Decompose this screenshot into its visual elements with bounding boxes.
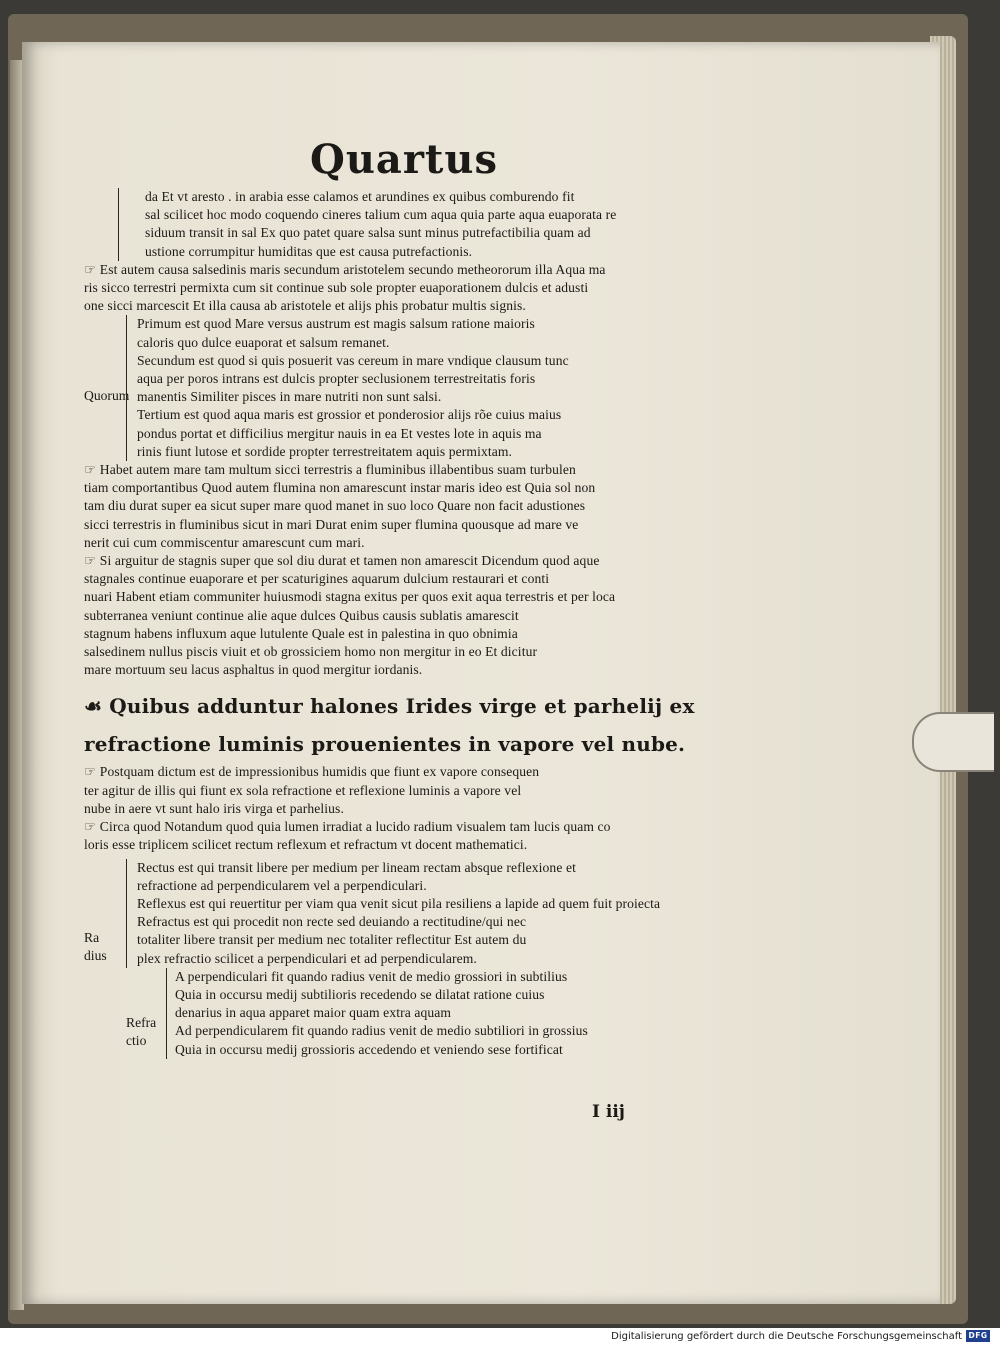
text-line: subterranea veniunt continue alie aque dulces Quibus causis sublatis amarescit: [84, 607, 519, 623]
radius-label-line-1: Ra: [84, 929, 100, 945]
radius-content: [126, 859, 660, 1059]
paragraph-causa: [84, 261, 724, 316]
text-line: sal scilicet hoc modo coquendo cineres talium cum aqua quia parte aqua euaporata re: [145, 207, 617, 223]
text-line: Quia in occursu medij subtilioris recedendo se dilatat ratione cuius: [175, 986, 545, 1002]
text-line: refractione ad perpendicularem vel a perpendiculari.: [137, 877, 427, 893]
text-line: Quia in occursu medij grossioris accedendo et veniendo sese fortificat: [175, 1041, 563, 1057]
paragraph-postquam: [84, 763, 724, 854]
text-line: loris esse triplicem scilicet rectum reflexum et refractum vt docent mathematici.: [84, 837, 528, 853]
refractio-label-line-1: Refra: [126, 1014, 157, 1030]
text-line: tiam comportantibus Quod autem flumina non amarescunt instar maris ideo est Quia sol non: [84, 480, 596, 496]
text-line: Refractus est qui procedit non recte sed deuiando a rectitudine/qui nec: [137, 914, 527, 930]
text-line: manentis Similiter pisces in mare nutriti non sunt salsi.: [137, 389, 442, 405]
text-line: ☞ Habet autem mare tam multum sicci terrestris a fluminibus illabentibus suam turbulen: [84, 462, 576, 478]
text-line: Primum est quod Mare versus austrum est magis salsum ratione maioris: [137, 316, 535, 332]
page-title: Quartus: [310, 136, 498, 183]
text-line: ☞ Si arguitur de stagnis super que sol diu durat et tamen non amarescit Dicendum quod aque: [84, 553, 600, 569]
radius-list: [126, 859, 660, 968]
text-line: pondus portat et difficilius mergitur nauis in ea Et vestes lote in aquis ma: [137, 425, 542, 441]
text-line: totaliter libere transit per medium nec totaliter reflectitur Est autem du: [137, 932, 527, 948]
refractio-label-line-2: ctio: [126, 1032, 147, 1048]
text-line: ter agitur de illis qui fiunt ex sola refractione et reflexione luminis a vapore vel: [84, 782, 522, 798]
text-line: mare mortuum seu lacus asphaltus in quod mergitur iordanis.: [84, 662, 423, 678]
text-line: Reflexus est qui reuertitur per viam qua venit sicut pila resiliens a lapide ad quem fuit proiecta: [137, 895, 661, 911]
refractio-list: [166, 968, 588, 1059]
text-line: ☞ Est autem causa salsedinis maris secundum aristotelem secundo metheororum illa Aqua ma: [84, 261, 606, 277]
radius-section: [84, 859, 724, 1059]
text-line: A perpendiculari fit quando radius venit de medio grossiori in subtilius: [175, 968, 568, 984]
paragraph-arabia: [118, 188, 724, 261]
text-line: stagnum habens influxum aque lutulente Quale est in palestina in quo obnimia: [84, 625, 518, 641]
signature-mark: I iij: [592, 1102, 625, 1122]
text-line: da Et vt aresto . in arabia esse calamos et arundines ex quibus comburendo fit: [145, 189, 575, 204]
text-column: [84, 138, 724, 1059]
text-line: nube in aere vt sunt halo iris virga et parhelius.: [84, 800, 344, 816]
text-line: ☞ Postquam dictum est de impressionibus humidis que fiunt ex vapore consequen: [84, 764, 540, 780]
radius-label: [84, 859, 118, 965]
text-line: ☞ Circa quod Notandum quod quia lumen irradiat a lucido radium visualem tam lucis quam co: [84, 819, 611, 835]
text-line: nerit cui cum commiscentur amarescunt cum mari.: [84, 534, 365, 550]
text-line: Tertium est quod aqua maris est grossior et ponderosior alijs rõe cuius maius: [137, 407, 562, 423]
section-heading-line-1: ☙ Quibus adduntur halones Irides virge et parhelij ex: [84, 694, 695, 719]
quorum-label: Quorum: [84, 388, 130, 404]
paragraph-flumina: [84, 461, 724, 679]
text-line: Ad perpendicularem fit quando radius venit de medio subtiliori in grossius: [175, 1023, 588, 1039]
refractio-section: [126, 968, 660, 1059]
text-line: aqua per poros intrans est dulcis propter seclusionem terrestreitatis foris: [137, 371, 536, 387]
text-line: rinis fiunt lutose et sordide propter terrestreitatem aquis permixtam.: [137, 443, 513, 459]
text-line: sicci terrestris in fluminibus sicut in mari Durat enim super flumina quousque ad mare ve: [84, 516, 579, 532]
footer-credit: Digitalisierung gefördert durch die Deutsche Forschungsgemeinschaft: [611, 1331, 962, 1342]
text-line: tam diu durat super ea sicut super mare quod manet in suo loco Quare non facit adustiones: [84, 498, 586, 514]
text-line: plex refractio scilicet a perpendiculari et ad perpendicularem.: [137, 950, 477, 966]
quorum-section: [84, 315, 724, 461]
text-line: one sicci marcescit Et illa causa ab aristotele et alijs phis probatur multis signis.: [84, 298, 526, 314]
dfg-logo-icon: DFG: [966, 1330, 990, 1342]
text-line: ustione corrumpitur humiditas que est causa putrefactionis.: [145, 243, 473, 259]
quorum-list: [126, 315, 569, 461]
bookmark-clip: [912, 712, 994, 772]
radius-label-line-2: dius: [84, 947, 107, 963]
refractio-label: [126, 968, 166, 1050]
footer-bar: [0, 1328, 1000, 1345]
section-heading-line-2: refractione luminis prouenientes in vapore vel nube.: [84, 732, 686, 757]
text-line: stagnales continue euaporare et per scaturigines aquarum dulcium restaurari et conti: [84, 571, 550, 587]
text-line: denarius in aqua apparet maior quam extra aquam: [175, 1005, 452, 1021]
text-line: Rectus est qui transit libere per medium per lineam rectam absque reflexione et: [137, 859, 576, 875]
text-line: nuari Habent etiam communiter huiusmodi stagna exitus per quos exit aqua terrestris et per loca: [84, 589, 616, 605]
text-line: caloris quo dulce euaporat et salsum remanet.: [137, 334, 390, 350]
text-line: salsedinem nullus piscis viuit et ob grossiciem homo non mergitur in eo Et dicitur: [84, 644, 538, 660]
text-line: ris sicco terrestri permixta cum sit continue sub sole propter euaporationem dulcis et adusti: [84, 280, 589, 296]
text-line: Secundum est quod si quis posuerit vas cereum in mare vndique clausum tunc: [137, 352, 569, 368]
text-line: siduum transit in sal Ex quo patet quare salsa sunt minus putrefactibilia quam ad: [145, 225, 591, 241]
